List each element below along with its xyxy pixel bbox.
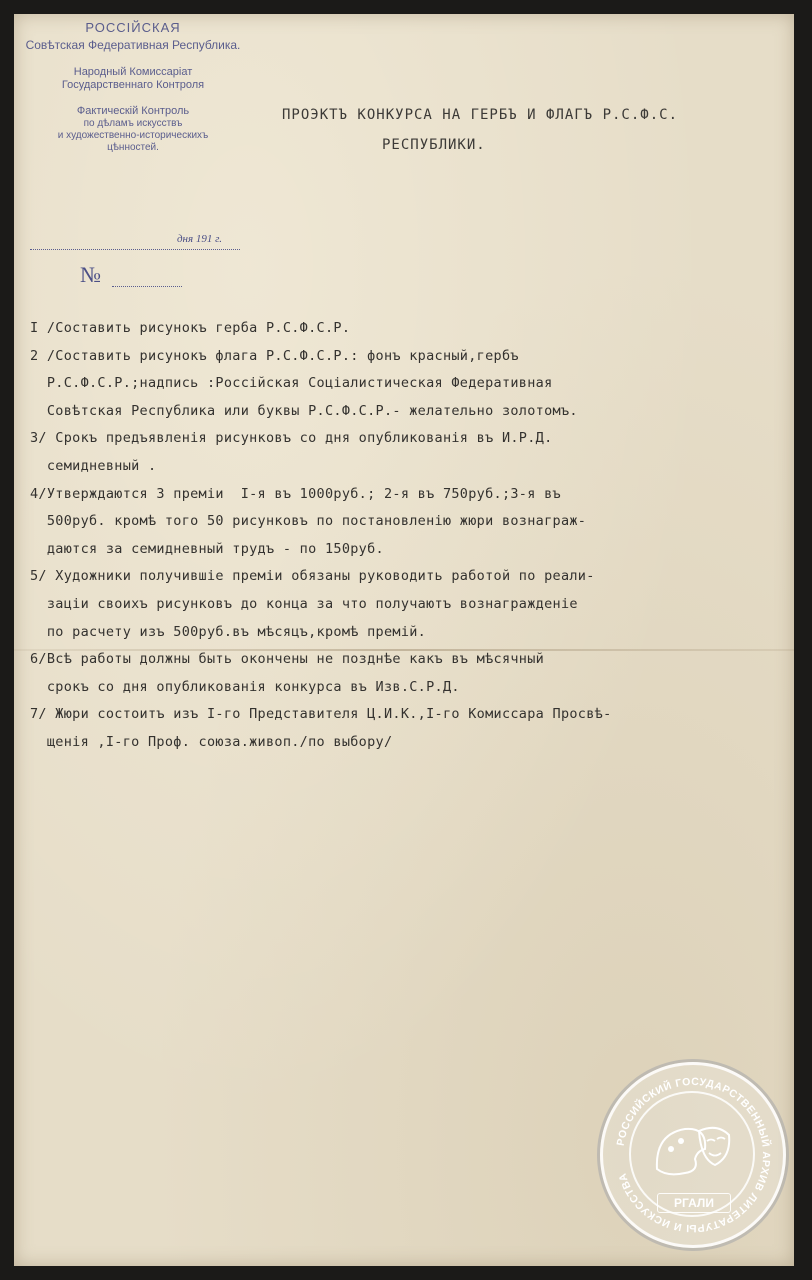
item-line: 5/ Художники получившіе преміи обязаны руководить работой по реали-: [30, 568, 595, 585]
item-line: 3/ Срокъ предъявленія рисунковъ со дня опубликованія въ И.Р.Д.: [30, 430, 553, 447]
archive-seal: [600, 1062, 786, 1248]
item-line: 6/Всѣ работы должны быть окончены не позднѣе какъ въ мѣсячный: [30, 651, 545, 668]
list-item: [30, 646, 730, 701]
official-stamp: [18, 20, 248, 153]
stamp-line: Государственнаго Контроля: [61, 79, 205, 91]
item-line: 2 /Составить рисунокъ флага Р.С.Ф.С.Р.: фонъ красный,гербъ: [30, 347, 519, 364]
item-line: даются за семидневный трудъ - по 150руб.: [30, 540, 384, 557]
palette-mask-icon: [647, 1109, 739, 1189]
stamp-line: и художественно-историческихъ: [57, 130, 209, 141]
document-title: [282, 100, 722, 160]
list-item: [30, 343, 730, 426]
stamp-line: Народный Комиссаріат: [73, 66, 193, 78]
stamp-line: Совѣтская Федеративная Республика.: [25, 38, 241, 52]
item-line: Совѣтская Республика или буквы Р.С.Ф.С.Р.- желательно золотомъ.: [30, 402, 578, 419]
item-line: по расчету изъ 500руб.въ мѣсяцъ,кромѣ премій.: [30, 623, 427, 640]
list-item: [30, 315, 730, 343]
item-line: срокъ со дня опубликованія конкурса въ Изв.С.Р.Д.: [30, 678, 460, 695]
svg-text:РОССИЙСКИЙ ГОСУДАРСТВЕННЫЙ АРХ: РОССИЙСКИЙ ГОСУДАРСТВЕННЫЙ АРХИВ ЛИТЕРАТУРЫ И ИСКУССТВА: [614, 1075, 773, 1235]
title-line: ПРОЭКТЪ КОНКУРСА НА ГЕРБЪ И ФЛАГЪ Р.С.Ф.С.: [282, 107, 679, 123]
item-line: Р.С.Ф.С.Р.;надпись :Россійская Соціалистическая Федеративная: [30, 375, 553, 392]
item-line: 7/ Жюри состоитъ изъ I-го Представителя Ц.И.К.,I-го Комиссара Просвѣ-: [30, 706, 612, 723]
date-suffix: дня 191 г.: [176, 233, 222, 245]
stamp-line: по дѣламъ искусствъ: [83, 118, 183, 129]
document-body: [30, 315, 730, 757]
list-item: [30, 563, 730, 646]
number-field: [112, 286, 182, 287]
item-line: 500руб. кромѣ того 50 рисунковъ по постановленію жюри вознаграж-: [30, 513, 587, 530]
item-line: заціи своихъ рисунковъ до конца за что получаютъ вознагражденіе: [30, 595, 578, 612]
list-item: [30, 701, 730, 756]
item-line: щенія ,I-го Проф. союза.живоп./по выбору/: [30, 733, 393, 750]
item-line: семидневный .: [30, 457, 157, 474]
list-item: [30, 481, 730, 564]
item-line: 4/Утверждаются 3 преміи I-я въ 1000руб.; 2-я въ 750руб.;3-я въ: [30, 485, 561, 502]
number-sign: №: [80, 262, 101, 287]
list-item: [30, 425, 730, 480]
stamp-line: Фактическій Контроль: [76, 105, 190, 117]
item-line: I /Составить рисунокъ герба Р.С.Ф.С.Р.: [30, 320, 351, 336]
stamp-line: цѣнностей.: [107, 142, 159, 153]
seal-label: РГАЛИ: [657, 1193, 731, 1213]
date-field: [30, 233, 240, 250]
title-line: РЕСПУБЛИКИ.: [382, 137, 486, 153]
stamp-line: РОССІЙСКАЯ: [85, 20, 181, 35]
